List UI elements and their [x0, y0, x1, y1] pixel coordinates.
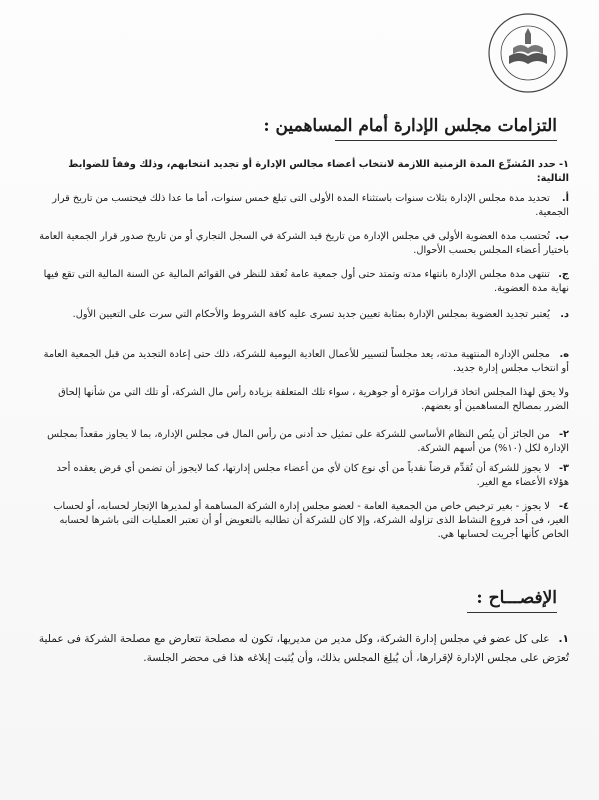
point-text: لا يجوز - بغير ترخيص خاص من الجمعية العامة - لعضو مجلس إدارة الشركة المساهمة أو لمديرها الإتجار لحسابه، أو لحساب الغير، فى أحد فروع النشاط الذى تزاوله الشركة، وإلا كان للشركة أن تطالبه بالتعويض أو أن تعتبر العمليات التى باشرها لحسابه الخاص كأنها أجريت لحسابها هي. [53, 501, 569, 541]
disclosure-item-1 [36, 630, 569, 668]
list-item-e [36, 348, 569, 376]
item-text: تنتهى مدة مجلس الإدارة بانتهاء مدته وتمتد حتى أول جمعية عامة تُعقد للنظر في القوائم المالية عن السنة المالية التى تقع فيها نهاية مدة العضوية. [43, 269, 569, 295]
section-title-obligations: التزامات مجلس الإدارة أمام المساهمين : [263, 116, 557, 136]
point-2 [36, 428, 569, 456]
item-text: على كل عضو في مجلس إدارة الشركة، وكل مدير من مديريها، تكون له مصلحة تتعارض مع مصلحة الشركة فى عملية تُعرَض على مجلس الإدارة لإقرارها، أن يُبلِغ المجلس بذلك، وأن يُثبت إبلاغه هذا فى محضر الجلسة. [38, 633, 569, 664]
item-mark: ه. [559, 349, 569, 360]
item-text: يُعتبر تجديد العضوية بمجلس الإدارة بمثابة تعيين جديد تسرى عليه كافة الشروط والأحكام التي سرت على التعيين الأول. [72, 309, 550, 320]
title-underline [335, 140, 557, 141]
point-4 [36, 500, 569, 543]
point-text: لا يجوز للشركة أن تُقدِّم قرضاً نقدياً من أي نوع كان لأي من أعضاء مجلس إدارتها، كما لايجوز أن تضمن أي قرض يعقده أحد هؤلاء الأعضاء مع الغير. [56, 463, 569, 489]
intro-number: ١- [558, 159, 569, 170]
intro-text: حدد المُشرِّع المدة الزمنية اللازمة لانتخاب أعضاء مجالس الإدارة أو تجديد انتخابهم، وذلك وفقاً للضوابط التالية: [68, 159, 569, 185]
item-mark: أ. [561, 193, 569, 204]
point-mark: ٢- [558, 429, 569, 440]
list-item-d [36, 308, 569, 322]
item-mark: ١. [558, 633, 569, 645]
intro-paragraph [36, 158, 569, 186]
list-item-c [36, 268, 569, 296]
point-mark: ٤- [558, 501, 569, 512]
point-text: من الجائز أن ينُص النظام الأساسي للشركة على تمثيل حد أدنى من رأس المال فى مجلس الإدارة، بما لا يجاوز مقعداً بمجلس الإدارة لكل (١٠%) من أسهم الشركة. [47, 429, 569, 455]
title-underline [467, 612, 557, 613]
book-emblem-icon [487, 12, 569, 94]
item-mark: ج. [558, 269, 569, 280]
list-item-b [36, 230, 569, 258]
item-text: تُحتسب مدة العضوية الأولى في مجلس الإدارة من تاريخ قيد الشركة في السجل التجاري أو من تاريخ صدور قرار الجمعية العامة باختيار أعضاء المجلس بحسب الأحوال. [39, 231, 569, 257]
authority-logo [487, 12, 569, 94]
item-text: تحديد مدة مجلس الإدارة بثلاث سنوات باستثناء المدة الأولى التى تبلغ خمس سنوات، أما ما عدا ذلك فيحتسب من تاريخ قرار الجمعية. [52, 193, 569, 219]
item-mark: د. [560, 309, 569, 320]
item-text: مجلس الإدارة المنتهية مدته، يعد مجلساً لتسيير للأعمال العادية اليومية للشركة، ذلك حتى إعادة التجديد من قبل الجمعية العامة أو انتخاب مجلس إدارة جديد. [43, 349, 569, 375]
list-item-a [36, 192, 569, 220]
section-title-disclosure: الإفصـــاح : [476, 588, 557, 608]
point-mark: ٣- [558, 463, 569, 474]
point-3 [36, 462, 569, 490]
note-paragraph: ولا يحق لهذا المجلس اتخاذ قرارات مؤثرة أو جوهرية ، سواء تلك المتعلقة بزيادة رأس مال الشركة، أو تلك التي من شأنها إلحاق الضرر بمصالح المساهمين أو بعضهم. [58, 387, 569, 413]
item-mark: ب. [555, 231, 569, 242]
